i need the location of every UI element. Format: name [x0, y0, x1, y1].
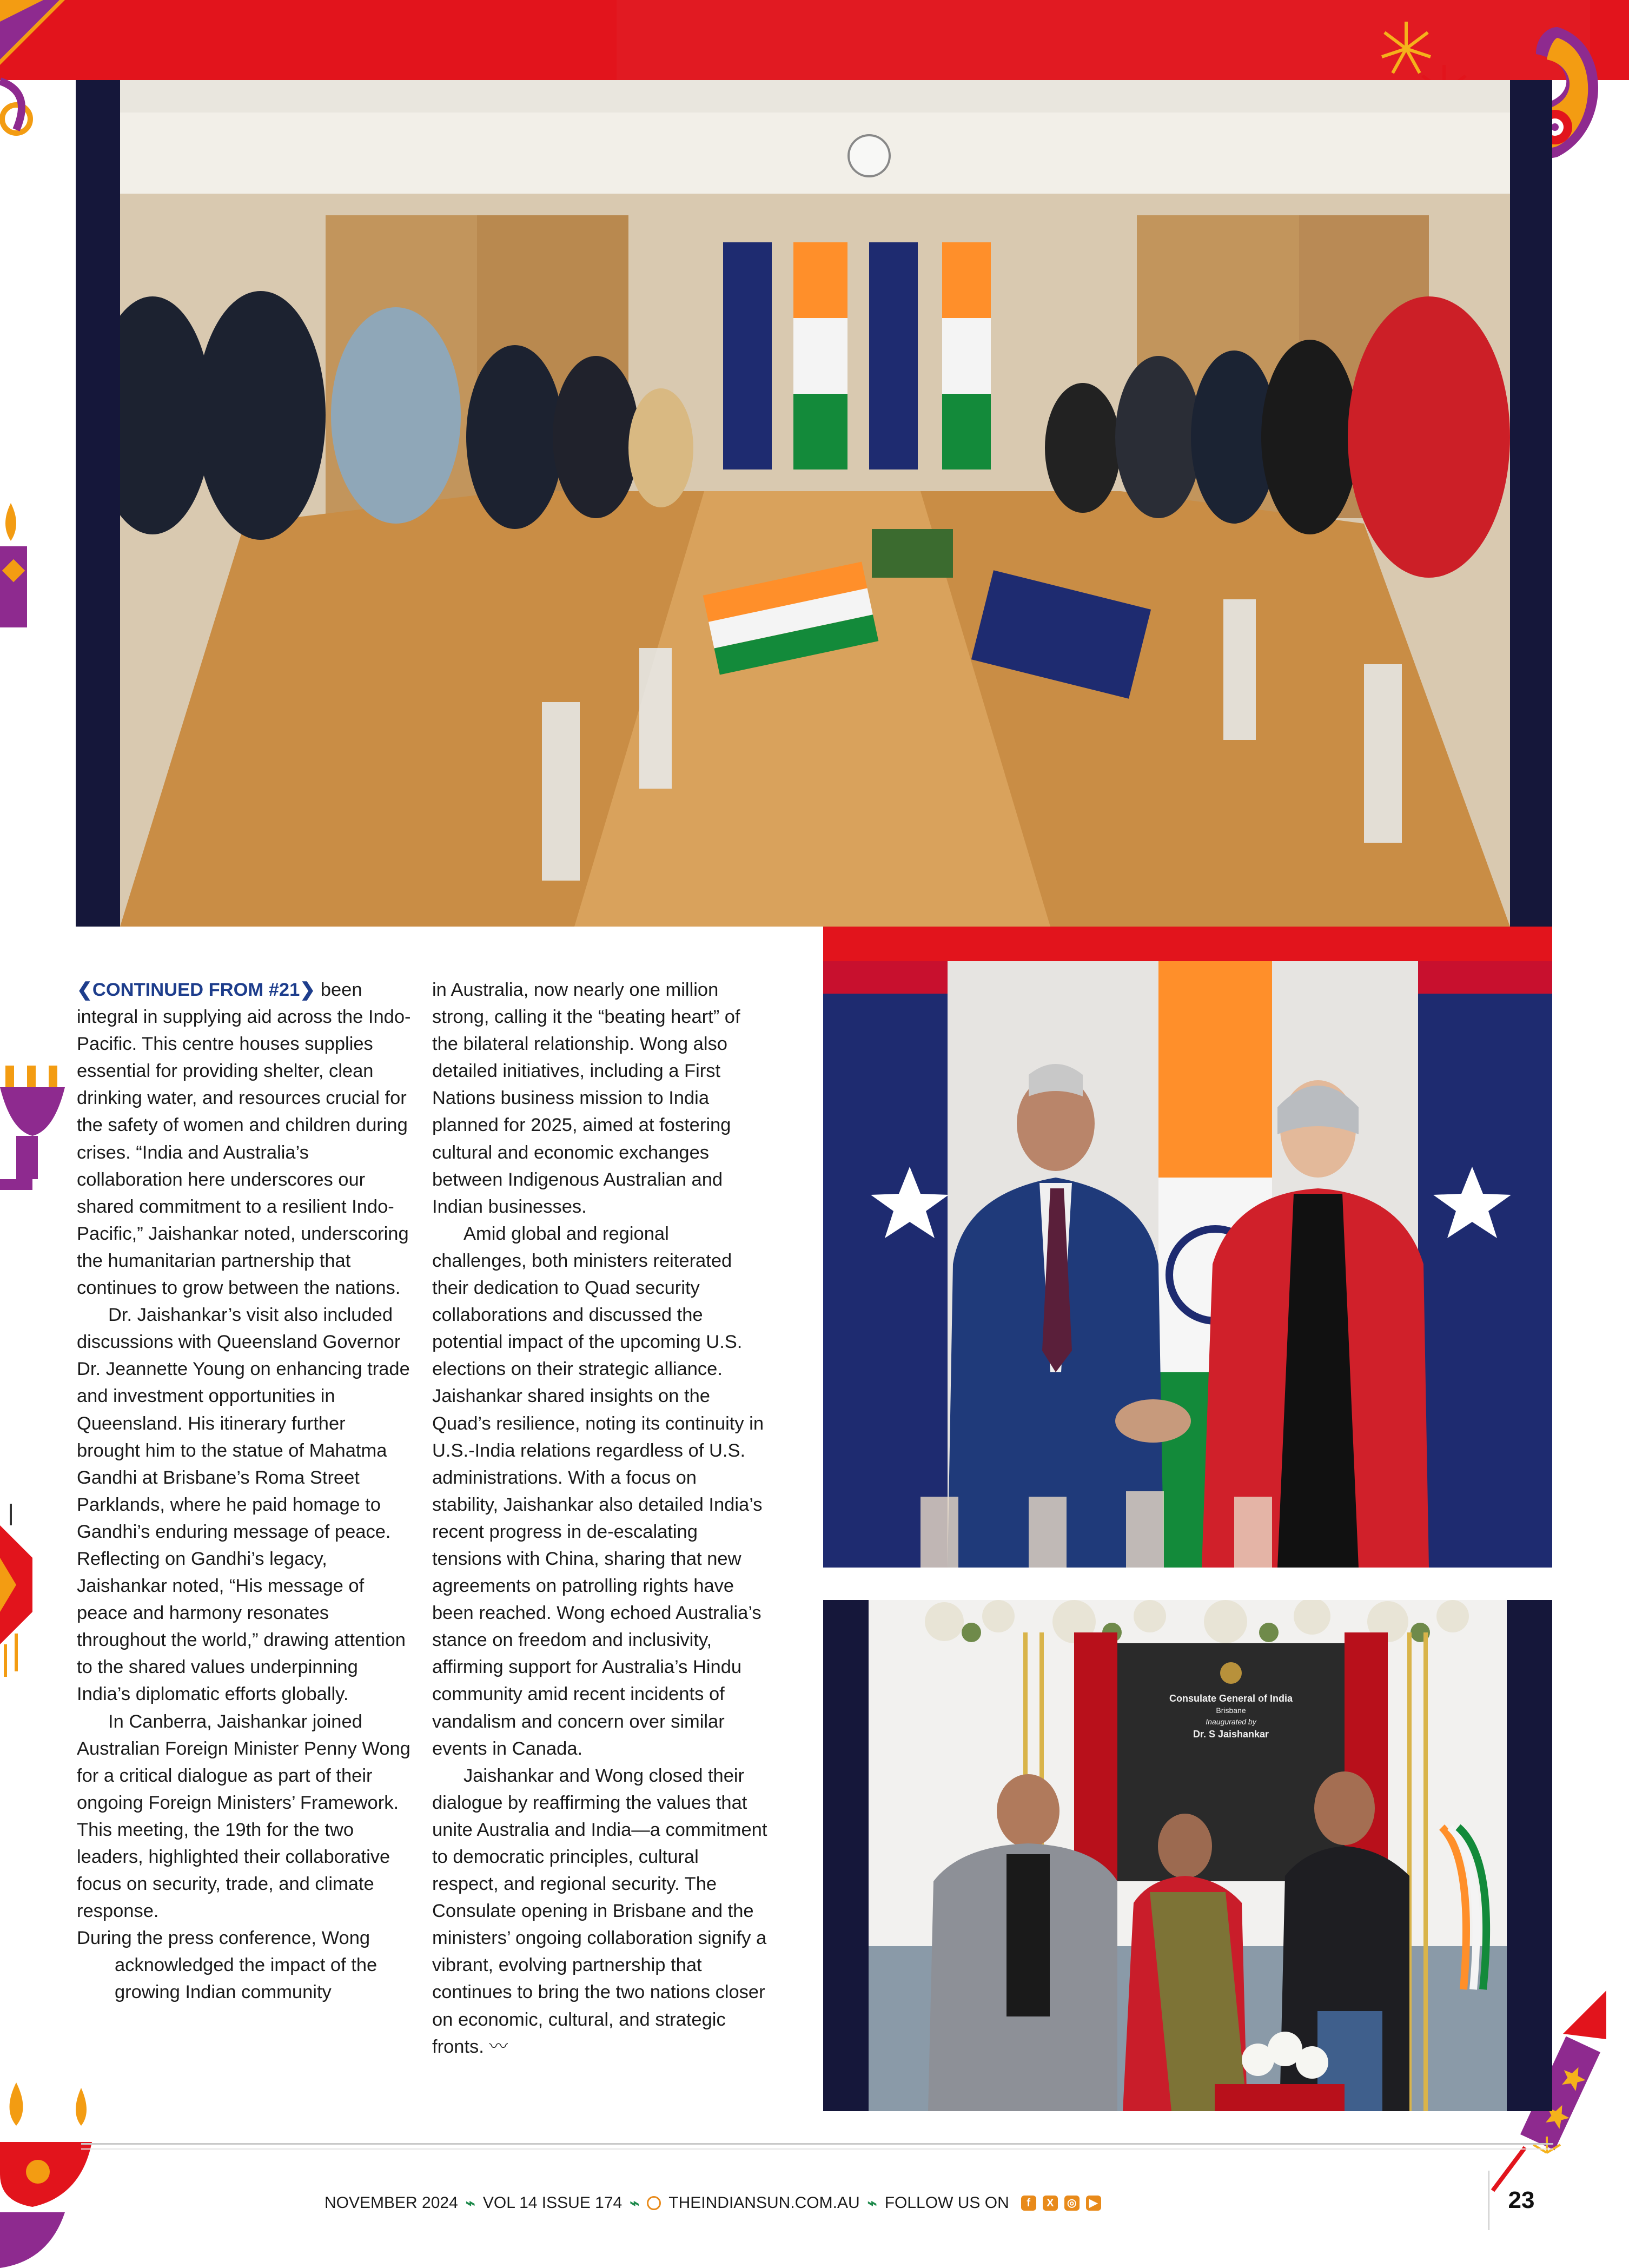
article-paragraph: Jaishankar and Wong closed their dialogue by reaffirming the values that unite Australia and India—a commitment to democratic principles, cultural respect, and regional security. The Consulate opening in Brisbane and the ministers’ ongoing collaboration signify a vibrant, evolving partnership that continues to bring the two nations closer on economic, cultural, and strategic fronts. 〰 — [432, 1765, 767, 2057]
footer-divider — [81, 2143, 1553, 2145]
article-column-2 — [432, 976, 767, 2060]
separator-icon: ⌁ — [630, 2194, 640, 2212]
plaque-name: Dr. S Jaishankar — [1193, 1729, 1269, 1740]
plaque-inaugurated: Inaugurated by — [1206, 1717, 1256, 1726]
article-body — [77, 976, 780, 2112]
continued-from-label[interactable]: ❮CONTINUED FROM #21❯ — [77, 980, 316, 1000]
article-paragraph: Dr. Jaishankar’s visit also included discussions with Queensland Governor Dr. Jeannette Young on enhancing trade and investment opportunities in Queensland. His itinerary further brought him to the statue of Mahatma Gandhi at Brisbane’s Roma Street Parklands, where he paid homage to Gandhi’s enduring message of peace. Reflecting on Gandhi’s legacy, Jaishankar noted, “His message of peace and harmony resonates throughout the world,” drawing attention to the shared values underpinning India’s diplomatic efforts globally. — [77, 1305, 410, 1705]
lantern-icon — [0, 1504, 49, 1682]
x-twitter-icon[interactable]: X — [1043, 2196, 1058, 2211]
end-mark-icon: 〰 — [489, 2036, 508, 2057]
article-paragraph: During the press conference, Wong acknowledged the impact of the growing Indian community — [77, 1928, 378, 2003]
diya-lamp-icon — [0, 492, 32, 633]
photo-frame-consulate — [823, 1600, 1552, 2111]
instagram-icon[interactable]: ◎ — [1064, 2196, 1080, 2211]
photo-handshake — [823, 961, 1552, 1568]
globe-icon — [647, 2196, 661, 2210]
article-paragraph: in Australia, now nearly one million strong, calling it the “beating heart” of the bilateral relationship. Wong also detailed initiatives, including a First Nations business mission to India planned for 2025, aimed at fostering cultural and economic exchanges between Indigenous Australian and Indian businesses. — [432, 980, 740, 1217]
separator-icon: ⌁ — [867, 2194, 877, 2212]
footer-date: NOVEMBER 2024 — [325, 2194, 458, 2212]
article-paragraph: ❮CONTINUED FROM #21❯ been integral in supplying aid across the Indo-Pacific. This centre houses supplies essential for providing shelter, clean drinking water, and resources crucial for the safety of women and children during crises. “India and Australia’s collaboration here underscores our shared commitment to a resilient Indo-Pacific,” Jaishankar noted, underscoring the humanitarian partnership that continues to grow between the nations. — [77, 980, 411, 1299]
page-number: 23 — [1488, 2171, 1553, 2230]
plaque-title: Consulate General of India — [1169, 1693, 1293, 1704]
candle-holder-icon — [0, 1055, 70, 1217]
paisley-decoration-top-left — [0, 0, 81, 178]
photo-frame-handshake — [823, 927, 1552, 1568]
photo-bilateral-meeting — [120, 80, 1510, 927]
facebook-icon[interactable]: f — [1021, 2196, 1036, 2211]
footer-website-link[interactable]: THEINDIANSUN.COM.AU — [668, 2194, 860, 2212]
footer-bar — [325, 2190, 1298, 2217]
separator-icon: ⌁ — [465, 2194, 475, 2212]
photo-consulate-opening — [869, 1600, 1507, 2111]
article-paragraph: In Canberra, Jaishankar joined Australian Foreign Minister Penny Wong for a critical dialogue as part of their ongoing Foreign Ministers’ Framework. This meeting, the 19th for the two leaders, highlighted their collaborative focus on security, trade, and climate response. — [77, 1711, 410, 1922]
footer-follow-label: FOLLOW US ON — [884, 2194, 1009, 2212]
article-paragraph: Amid global and regional challenges, both ministers reiterated their dedication to Quad security collaborations and discussed the potential impact of the upcoming U.S. elections on their strategic alliance. Jaishankar shared insights on the Quad’s resilience, noting its continuity in U.S.-India relations regardless of U.S. administrations. With a focus on stability, Jaishankar also detailed India’s recent progress in de-escalating tensions with China, sharing that new agreements on patrolling rights have been reached. Wong echoed Australia’s stance on freedom and inclusivity, affirming support for Australia’s Hindu community amid recent incidents of vandalism and concern over similar events in Canada. — [432, 1223, 764, 1759]
footer-issue: VOL 14 ISSUE 174 — [482, 2194, 623, 2212]
plaque-city: Brisbane — [1216, 1706, 1246, 1715]
footer-divider-secondary — [81, 2148, 1553, 2150]
youtube-icon[interactable]: ▶ — [1086, 2196, 1101, 2211]
article-column-1 — [77, 976, 412, 2006]
social-links — [1021, 2196, 1101, 2211]
